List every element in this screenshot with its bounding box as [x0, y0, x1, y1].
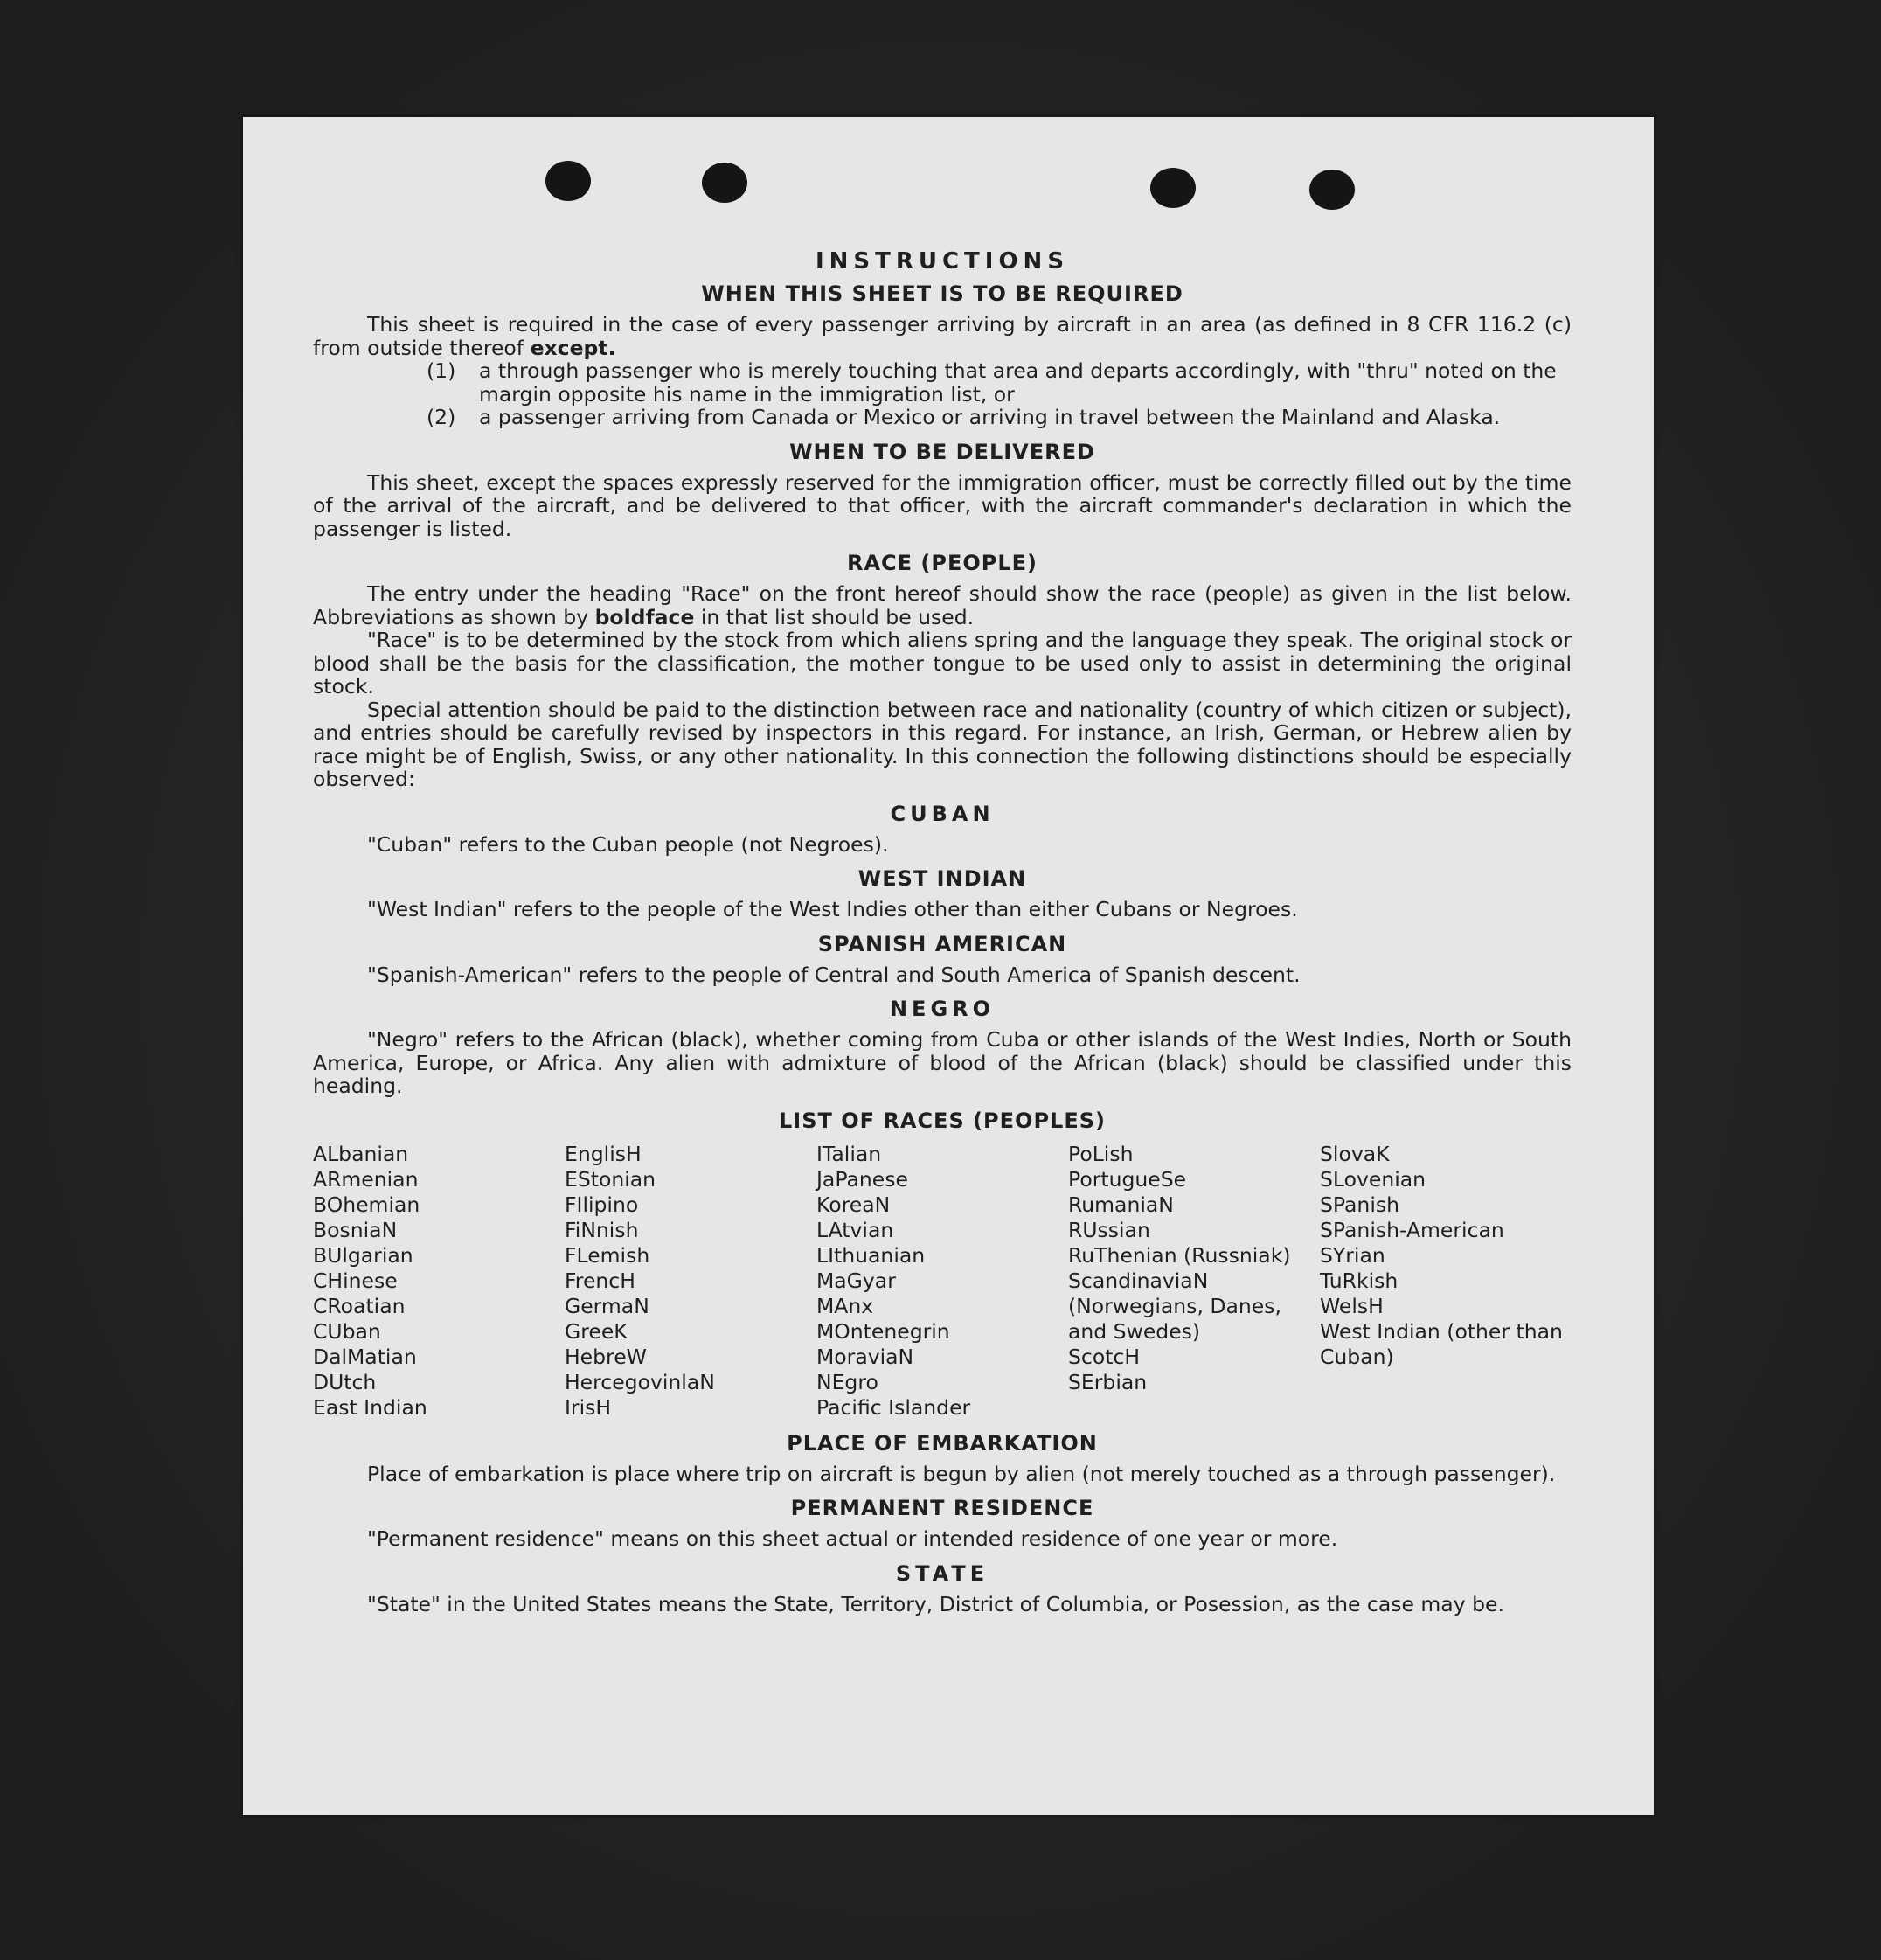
document-content [313, 248, 1572, 1616]
race-item: KoreaN [816, 1192, 891, 1217]
race-item: EnglisH [565, 1141, 642, 1166]
heading-when-required: WHEN THIS SHEET IS TO BE REQUIRED [701, 281, 1183, 306]
paragraph-west-indian: "West Indian" refers to the people of the West Indies other than either Cubans or Negroes. [367, 897, 1298, 921]
race-item: SPanish [1320, 1192, 1399, 1217]
paragraph-race-3: Special attention should be paid to the distinction between race and nationality (country of which citizen or subject), and entries should be carefully revised by inspectors in this regard. For instance, an Irish, German, or Hebrew alien by race might be of English, Swiss, or any other nationality. In this connection the following distinctions should be especially observed: [313, 697, 1572, 791]
race-item: FiNnish [565, 1217, 639, 1242]
race-item: BUlgarian [313, 1242, 413, 1268]
race-item: ITalian [816, 1141, 882, 1166]
race-item: ARmenian [313, 1166, 419, 1192]
race-item: MoraviaN [816, 1344, 914, 1369]
paragraph-race-1: The entry under the heading "Race" on the front hereof should show the race (people) as given in the list below. Abbreviations as shown by boldface in that list should be used. [313, 581, 1572, 629]
race-item: SlovaK [1320, 1141, 1390, 1166]
race-item: ScotcH [1068, 1344, 1141, 1369]
punch-hole [545, 161, 591, 201]
race-item: JaPanese [816, 1166, 908, 1192]
heading-west-indian: WEST INDIAN [857, 866, 1027, 891]
bold-except: except. [530, 335, 616, 360]
race-item: East Indian [313, 1394, 427, 1420]
document-sheet [243, 117, 1654, 1815]
race-item: FIlipino [565, 1192, 639, 1217]
heading-cuban: CUBAN [890, 801, 995, 826]
race-item: HercegovinlaN [565, 1369, 715, 1394]
race-item: RumaniaN [1068, 1192, 1174, 1217]
heading-spanish-american: SPANISH AMERICAN [817, 931, 1067, 956]
races-column-1 [313, 1142, 565, 1421]
paragraph-race-2: "Race" is to be determined by the stock from which aliens spring and the language they speak. The original stock or blood shall be the basis for the classification, the mother tongue to be used only to assist in determining the original stock. [313, 628, 1572, 699]
race-item: PoLish [1068, 1141, 1134, 1166]
race-item: FrencH [565, 1268, 635, 1293]
heading-embarkation: PLACE OF EMBARKATION [787, 1430, 1098, 1456]
paragraph-state: "State" in the United States means the State, Territory, District of Columbia, or Posession, as the case may be. [367, 1591, 1504, 1616]
race-item: EStonian [565, 1166, 656, 1192]
race-item: ALbanian [313, 1141, 409, 1166]
punch-hole [1150, 168, 1196, 208]
race-item: SLovenian [1320, 1166, 1426, 1192]
page-title: INSTRUCTIONS [815, 248, 1070, 275]
race-item: CRoatian [313, 1293, 406, 1318]
race-item: GreeK [565, 1318, 628, 1344]
race-item: MOntenegrin [816, 1318, 950, 1344]
race-item: IrisH [565, 1394, 612, 1420]
race-item: DalMatian [313, 1344, 417, 1369]
heading-state: STATE [895, 1560, 989, 1586]
race-item: CHinese [313, 1268, 398, 1293]
race-item: BosniaN [313, 1217, 398, 1242]
paragraph-when-required: This sheet is required in the case of every passenger arriving by aircraft in an area (as defined in 8 CFR 116.2 (c) from outside thereof except. [313, 312, 1572, 360]
race-item: PortugueSe [1068, 1166, 1187, 1192]
heading-race: RACE (PEOPLE) [846, 551, 1038, 575]
race-item: ScandinaviaN (Norwegians, Danes, and Swedes) [1068, 1268, 1281, 1344]
race-item: LAtvian [816, 1217, 894, 1242]
race-item: SYrian [1320, 1242, 1385, 1268]
races-column-3 [816, 1142, 1068, 1421]
bold-boldface: boldface [594, 604, 695, 629]
race-item: BOhemian [313, 1192, 420, 1217]
heading-negro: NEGRO [889, 997, 996, 1021]
race-item: MAnx [816, 1293, 874, 1318]
race-item: GermaN [565, 1293, 649, 1318]
race-item: SPanish-American [1320, 1217, 1504, 1242]
exception-item-2: (2) a passenger arriving from Canada or Mexico or arriving in travel between the Mainland and Alaska. [427, 405, 1501, 429]
race-item: MaGyar [816, 1268, 896, 1293]
paragraph-negro: "Negro" refers to the African (black), whether coming from Cuba or other islands of the West Indies, North or South America, Europe, or Africa. Any alien with admixture of blood of the African (black) should be classified under this heading. [313, 1027, 1572, 1098]
heading-permanent-residence: PERMANENT RESIDENCE [790, 1496, 1094, 1520]
race-item: WelsH [1320, 1293, 1384, 1318]
heading-list-of-races: LIST OF RACES (PEOPLES) [779, 1108, 1106, 1133]
paragraph-cuban: "Cuban" refers to the Cuban people (not Negroes). [367, 831, 889, 857]
races-list [313, 1142, 1572, 1421]
race-item: HebreW [565, 1344, 647, 1369]
race-item: LIthuanian [816, 1242, 926, 1268]
race-item: FLemish [565, 1242, 650, 1268]
race-item: NEgro [816, 1369, 878, 1394]
race-item: RuThenian (Russniak) [1068, 1242, 1291, 1268]
paragraph-when-delivered: This sheet, except the spaces expressly reserved for the immigration officer, must be correctly filled out by the time of the arrival of the aircraft, and be delivered to that officer, with the aircraft commander's declaration in which the passenger is listed. [313, 469, 1572, 541]
race-item: DUtch [313, 1369, 377, 1394]
race-item: TuRkish [1320, 1268, 1399, 1293]
races-column-5 [1320, 1142, 1572, 1421]
race-item: West Indian (other than Cuban) [1320, 1318, 1563, 1369]
heading-when-delivered: WHEN TO BE DELIVERED [789, 439, 1095, 464]
races-column-2 [565, 1142, 816, 1421]
punch-hole [702, 163, 747, 203]
race-item: Pacific Islander [816, 1394, 971, 1420]
race-item: CUban [313, 1318, 381, 1344]
paragraph-permanent-residence: "Permanent residence" means on this sheet actual or intended residence of one year or more. [367, 1526, 1338, 1551]
punch-hole [1309, 170, 1355, 210]
races-column-4 [1068, 1142, 1320, 1421]
race-item: SErbian [1068, 1369, 1148, 1394]
race-item: RUssian [1068, 1217, 1150, 1242]
exception-item-1: (1) a through passenger who is merely touching that area and departs accordingly, with "thru" noted on the margin opposite his name in the immigration list, or [427, 358, 1557, 407]
paragraph-spanish-american: "Spanish-American" refers to the people of Central and South America of Spanish descent. [367, 962, 1301, 987]
paragraph-embarkation: Place of embarkation is place where trip on aircraft is begun by alien (not merely touched as a through passenger). [367, 1461, 1556, 1486]
